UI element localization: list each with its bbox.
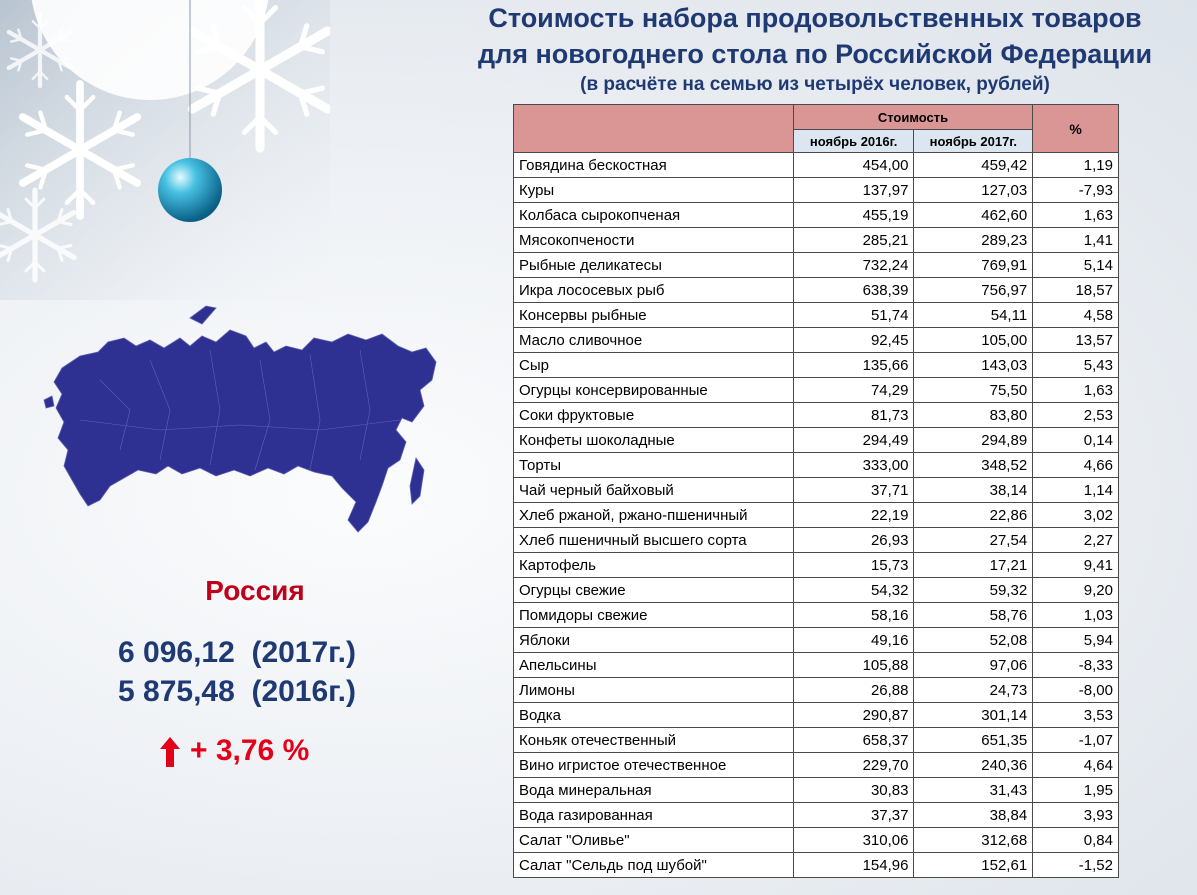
- product-name: Коньяк отечественный: [514, 728, 794, 753]
- product-name: Апельсины: [514, 653, 794, 678]
- table-row: [514, 628, 1119, 653]
- value-2016: 15,73: [793, 553, 914, 578]
- product-name: Салат "Оливье": [514, 828, 794, 853]
- percent-change: -1,07: [1033, 728, 1119, 753]
- value-2016: 58,16: [793, 603, 914, 628]
- value-2017: 312,68: [914, 828, 1033, 853]
- product-name: Куры: [514, 178, 794, 203]
- table-row: [514, 653, 1119, 678]
- percent-change: -7,93: [1033, 178, 1119, 203]
- product-name: Соки фруктовые: [514, 403, 794, 428]
- product-name: Хлеб ржаной, ржано-пшеничный: [514, 503, 794, 528]
- value-2017: 769,91: [914, 253, 1033, 278]
- header-percent: %: [1033, 105, 1119, 153]
- value-2016: 105,88: [793, 653, 914, 678]
- table-row: [514, 428, 1119, 453]
- value-2016: 285,21: [793, 228, 914, 253]
- percent-change: 2,27: [1033, 528, 1119, 553]
- table-row: [514, 278, 1119, 303]
- value-2016: 290,87: [793, 703, 914, 728]
- table-row: [514, 303, 1119, 328]
- header-cost: Стоимость: [793, 105, 1032, 130]
- value-2017: 651,35: [914, 728, 1033, 753]
- value-2016: 37,37: [793, 803, 914, 828]
- value-2016: 30,83: [793, 778, 914, 803]
- product-name: Салат "Сельдь под шубой": [514, 853, 794, 878]
- value-2016: 333,00: [793, 453, 914, 478]
- percent-change: 1,41: [1033, 228, 1119, 253]
- table-row: [514, 528, 1119, 553]
- value-2017: 301,14: [914, 703, 1033, 728]
- value-2016: 454,00: [793, 153, 914, 178]
- table-row: [514, 153, 1119, 178]
- value-2016: 732,24: [793, 253, 914, 278]
- ornament-ball: [158, 158, 222, 222]
- title-line-1: Стоимость набора продовольственных товаров: [488, 3, 1142, 33]
- percent-change: 3,93: [1033, 803, 1119, 828]
- change-indicator: [160, 734, 309, 768]
- product-name: Консервы рыбные: [514, 303, 794, 328]
- value-2017: 38,84: [914, 803, 1033, 828]
- product-name: Вода минеральная: [514, 778, 794, 803]
- percent-change: 1,14: [1033, 478, 1119, 503]
- product-name: Рыбные деликатесы: [514, 253, 794, 278]
- value-2017: 31,43: [914, 778, 1033, 803]
- value-2016: 294,49: [793, 428, 914, 453]
- table-row: [514, 678, 1119, 703]
- table-row: [514, 253, 1119, 278]
- table-row: [514, 353, 1119, 378]
- kaliningrad: [44, 396, 54, 408]
- table-row: [514, 503, 1119, 528]
- table-body: [514, 153, 1119, 878]
- percent-change: 0,84: [1033, 828, 1119, 853]
- value-2017: 152,61: [914, 853, 1033, 878]
- header-nov-2016: ноябрь 2016г.: [793, 130, 914, 153]
- value-2016: 310,06: [793, 828, 914, 853]
- product-name: Лимоны: [514, 678, 794, 703]
- table-row: [514, 828, 1119, 853]
- table-row: [514, 553, 1119, 578]
- header-item-cell: [514, 105, 794, 153]
- value-2016: 154,96: [793, 853, 914, 878]
- product-name: Колбаса сырокопченая: [514, 203, 794, 228]
- percent-change: 4,66: [1033, 453, 1119, 478]
- russia-map: [40, 290, 440, 550]
- product-name: Помидоры свежие: [514, 603, 794, 628]
- percent-change: 9,41: [1033, 553, 1119, 578]
- percent-change: 13,57: [1033, 328, 1119, 353]
- table-row: [514, 178, 1119, 203]
- value-2017: 756,97: [914, 278, 1033, 303]
- value-2017: 59,32: [914, 578, 1033, 603]
- sakhalin-island: [410, 458, 424, 504]
- region-label: Россия: [205, 575, 305, 606]
- value-2017: 75,50: [914, 378, 1033, 403]
- percent-change: 5,94: [1033, 628, 1119, 653]
- table-row: [514, 853, 1119, 878]
- value-2016: 658,37: [793, 728, 914, 753]
- product-name: Конфеты шоколадные: [514, 428, 794, 453]
- value-2016: 137,97: [793, 178, 914, 203]
- table-row: [514, 578, 1119, 603]
- value-2016: 135,66: [793, 353, 914, 378]
- product-name: Икра лососевых рыб: [514, 278, 794, 303]
- product-name: Картофель: [514, 553, 794, 578]
- percent-change: 4,58: [1033, 303, 1119, 328]
- value-2016: 81,73: [793, 403, 914, 428]
- value-2017: 348,52: [914, 453, 1033, 478]
- value-2016: 37,71: [793, 478, 914, 503]
- value-2016: 455,19: [793, 203, 914, 228]
- value-2016: 229,70: [793, 753, 914, 778]
- price-table: [513, 104, 1119, 878]
- product-name: Масло сливочное: [514, 328, 794, 353]
- value-2017: 462,60: [914, 203, 1033, 228]
- product-name: Яблоки: [514, 628, 794, 653]
- table-row: [514, 228, 1119, 253]
- percent-change: 5,43: [1033, 353, 1119, 378]
- header-nov-2017: ноябрь 2017г.: [914, 130, 1033, 153]
- value-2017: 97,06: [914, 653, 1033, 678]
- table-row: [514, 803, 1119, 828]
- value-2016: 26,93: [793, 528, 914, 553]
- percent-change: 1,03: [1033, 603, 1119, 628]
- table-row: [514, 453, 1119, 478]
- total-2016: 5 875,48 (2016г.): [118, 675, 356, 708]
- table-row: [514, 778, 1119, 803]
- value-2016: 74,29: [793, 378, 914, 403]
- percent-change: 2,53: [1033, 403, 1119, 428]
- snowflake-decoration: [0, 0, 330, 300]
- value-2017: 38,14: [914, 478, 1033, 503]
- value-2017: 289,23: [914, 228, 1033, 253]
- percent-change: -1,52: [1033, 853, 1119, 878]
- product-name: Сыр: [514, 353, 794, 378]
- value-2017: 127,03: [914, 178, 1033, 203]
- value-2017: 143,03: [914, 353, 1033, 378]
- table-row: [514, 403, 1119, 428]
- value-2017: 17,21: [914, 553, 1033, 578]
- percent-change: 4,64: [1033, 753, 1119, 778]
- product-name: Водка: [514, 703, 794, 728]
- value-2016: 54,32: [793, 578, 914, 603]
- title-subtitle: (в расчёте на семью из четырёх человек, рублей): [580, 74, 1050, 95]
- product-name: Огурцы консервированные: [514, 378, 794, 403]
- percent-change: 1,63: [1033, 203, 1119, 228]
- percent-change: 18,57: [1033, 278, 1119, 303]
- product-name: Чай черный байховый: [514, 478, 794, 503]
- percent-change: 9,20: [1033, 578, 1119, 603]
- value-2017: 240,36: [914, 753, 1033, 778]
- value-2017: 83,80: [914, 403, 1033, 428]
- title-line-2: для новогоднего стола по Российской Федерации: [477, 39, 1153, 69]
- value-2017: 459,42: [914, 153, 1033, 178]
- percent-change: 1,19: [1033, 153, 1119, 178]
- arrow-up-icon: [160, 737, 180, 767]
- product-name: Вода газированная: [514, 803, 794, 828]
- table-row: [514, 328, 1119, 353]
- percent-change: -8,33: [1033, 653, 1119, 678]
- product-name: Говядина бескостная: [514, 153, 794, 178]
- product-name: Хлеб пшеничный высшего сорта: [514, 528, 794, 553]
- percent-change: -8,00: [1033, 678, 1119, 703]
- table-row: [514, 603, 1119, 628]
- table-row: [514, 753, 1119, 778]
- value-2016: 92,45: [793, 328, 914, 353]
- value-2017: 105,00: [914, 328, 1033, 353]
- product-name: Мясокопчености: [514, 228, 794, 253]
- value-2016: 49,16: [793, 628, 914, 653]
- table-row: [514, 378, 1119, 403]
- value-2016: 26,88: [793, 678, 914, 703]
- percent-change: 0,14: [1033, 428, 1119, 453]
- table-row: [514, 478, 1119, 503]
- change-value: + 3,76 %: [190, 734, 310, 767]
- value-2017: 24,73: [914, 678, 1033, 703]
- product-name: Торты: [514, 453, 794, 478]
- table-row: [514, 703, 1119, 728]
- product-name: Огурцы свежие: [514, 578, 794, 603]
- value-2017: 22,86: [914, 503, 1033, 528]
- value-2016: 638,39: [793, 278, 914, 303]
- page-title: [455, 0, 1175, 98]
- table-row: [514, 203, 1119, 228]
- russia-map-shape: [54, 330, 436, 532]
- table-row: [514, 728, 1119, 753]
- value-2017: 58,76: [914, 603, 1033, 628]
- percent-change: 5,14: [1033, 253, 1119, 278]
- value-2017: 52,08: [914, 628, 1033, 653]
- value-2017: 294,89: [914, 428, 1033, 453]
- percent-change: 3,53: [1033, 703, 1119, 728]
- value-2016: 51,74: [793, 303, 914, 328]
- value-2017: 54,11: [914, 303, 1033, 328]
- product-name: Вино игристое отечественное: [514, 753, 794, 778]
- percent-change: 1,95: [1033, 778, 1119, 803]
- percent-change: 1,63: [1033, 378, 1119, 403]
- novaya-zemlya: [190, 306, 216, 324]
- percent-change: 3,02: [1033, 503, 1119, 528]
- value-2017: 27,54: [914, 528, 1033, 553]
- value-2016: 22,19: [793, 503, 914, 528]
- total-2017: 6 096,12 (2017г.): [118, 636, 356, 669]
